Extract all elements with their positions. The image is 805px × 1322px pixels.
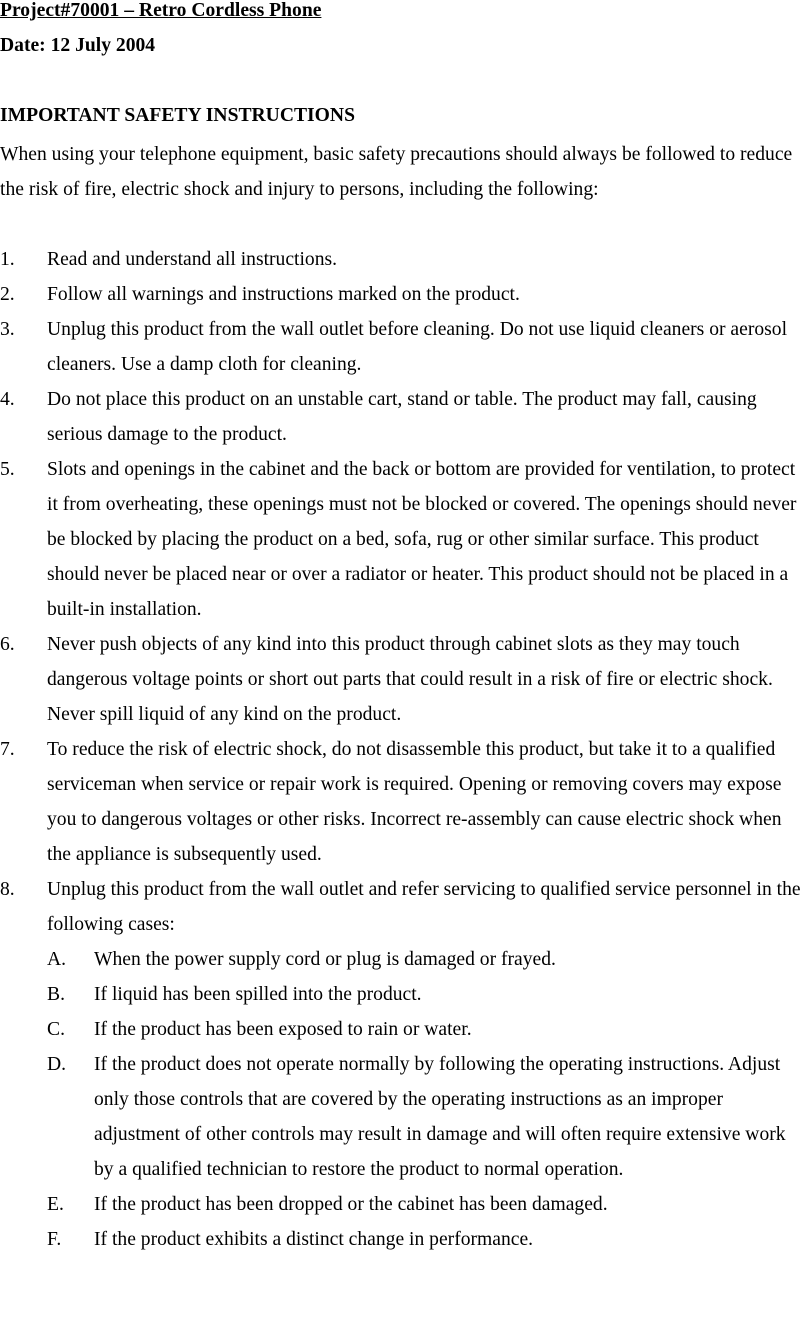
instruction-text: Read and understand all instructions.: [47, 249, 338, 270]
case-letter: C.: [47, 1019, 65, 1040]
instruction-number: 4.: [0, 389, 15, 410]
instruction-number: 2.: [0, 284, 15, 305]
instruction-text: To reduce the risk of electric shock, do not disassemble this product, but take it to a qualified serviceman when service or repair work is required. Opening or removing covers may expose you to dangerous voltages or other risks. Incorrect re-assembly can cause electric shock when the appliance is subsequently used.: [47, 739, 782, 865]
case-text: If the product has been exposed to rain or water.: [94, 1019, 472, 1040]
service-case-item: [47, 1012, 803, 1047]
case-text: If the product has been dropped or the cabinet has been damaged.: [94, 1194, 608, 1215]
service-case-item: [47, 1187, 803, 1222]
instruction-number: 6.: [0, 634, 15, 655]
document-date: Date: 12 July 2004: [0, 35, 156, 56]
instruction-number: 3.: [0, 319, 15, 340]
instruction-text: Slots and openings in the cabinet and the back or bottom are provided for ventilation, to protect it from overheating, these openings must not be blocked or covered. The openings should never be blocked by placing the product on a bed, sofa, rug or other similar surface. This product should never be placed near or over a radiator or heater. This product should not be placed in a built-in installation.: [47, 459, 797, 620]
instruction-item: [0, 242, 803, 277]
case-letter: E.: [47, 1194, 64, 1215]
service-case-item: [47, 1222, 803, 1257]
instruction-text: Do not place this product on an unstable cart, stand or table. The product may fall, causing serious damage to the product.: [47, 389, 757, 445]
service-case-item: [47, 1047, 803, 1187]
instruction-number: 8.: [0, 879, 15, 900]
instruction-item: [0, 312, 803, 382]
instruction-text: Unplug this product from the wall outlet before cleaning. Do not use liquid cleaners or aerosol cleaners. Use a damp cloth for cleaning.: [47, 319, 788, 375]
instruction-number: 5.: [0, 459, 15, 480]
instruction-number: 1.: [0, 249, 15, 270]
instruction-text: Unplug this product from the wall outlet and refer servicing to qualified service personnel in the following cases:: [47, 879, 801, 935]
instruction-number: 7.: [0, 739, 15, 760]
instruction-item: [0, 872, 803, 1257]
instruction-item: [0, 277, 803, 312]
service-cases-list: [47, 942, 803, 1257]
section-title: IMPORTANT SAFETY INSTRUCTIONS: [0, 105, 355, 126]
case-text: If the product exhibits a distinct change in performance.: [94, 1229, 534, 1250]
service-case-item: [47, 942, 803, 977]
case-text: If the product does not operate normally by following the operating instructions. Adjust only those controls that are covered by the operating instructions as an improper adjustment of other controls may result in damage and will often require extensive work by a qualified technician to restore the product to normal operation.: [94, 1054, 786, 1180]
instruction-item: [0, 732, 803, 872]
instruction-text: Follow all warnings and instructions marked on the product.: [47, 284, 520, 305]
instructions-list: [0, 242, 805, 1257]
project-title: Project#70001 – Retro Cordless Phone: [0, 0, 322, 21]
case-letter: D.: [47, 1054, 67, 1075]
case-text: If liquid has been spilled into the product.: [94, 984, 422, 1005]
instruction-item: [0, 382, 803, 452]
instruction-item: [0, 452, 803, 627]
case-letter: F.: [47, 1229, 62, 1250]
intro-paragraph: When using your telephone equipment, basic safety precautions should always be followed to reduce the risk of fire, electric shock and injury to persons, including the following:: [0, 144, 793, 200]
instruction-text: Never push objects of any kind into this product through cabinet slots as they may touch dangerous voltage points or short out parts that could result in a risk of fire or electric shock. Never spill liquid of any kind on the product.: [47, 634, 773, 725]
service-case-item: [47, 977, 803, 1012]
case-text: When the power supply cord or plug is damaged or frayed.: [94, 949, 556, 970]
instruction-item: [0, 627, 803, 732]
case-letter: A.: [47, 949, 67, 970]
case-letter: B.: [47, 984, 65, 1005]
